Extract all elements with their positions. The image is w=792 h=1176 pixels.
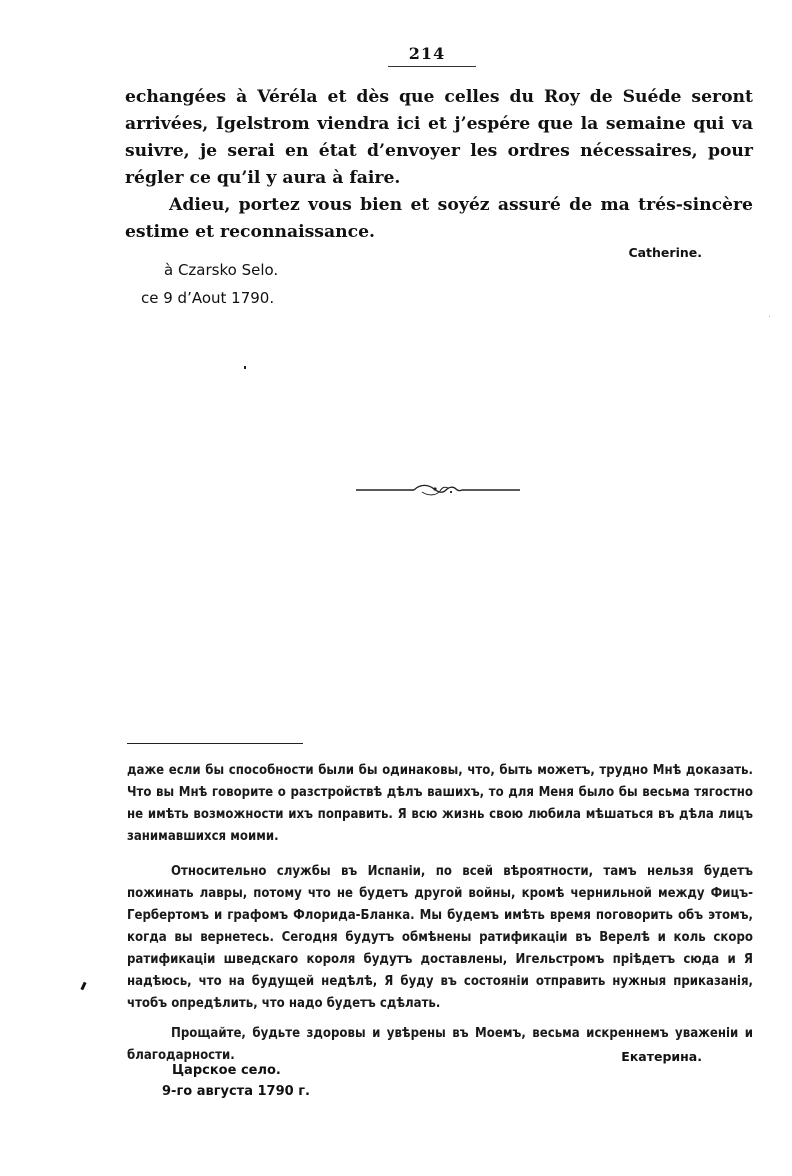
french-paragraph-2: Adieu, portez vous bien et soyéz assuré de ma trés-sincère estime et reconnaissance. [125,195,753,242]
russian-paragraph-2: Относительно службы въ Испаніи, по всей вѣроятности, тамъ нельзя будетъ пожинать лавры, потому что не будетъ другой войны, кромѣ чернильной между Фицъ-Гербертомъ и графомъ Флорида-Бланка. Мы будемъ имѣть время поговорить объ этомъ, когда вы вернетесь. Сегодня будутъ обмѣнены ратификаціи въ Верелѣ и коль скоро ратификаціи шведскаго короля будутъ доставлены, Игельстромъ пріѣдетъ сюда и Я надѣюсь, что на будущей недѣлѣ, Я буду въ состояніи отправить нужныя приказанія, чтобъ опредѣлить, что надо будетъ сдѣлать. [127,864,753,1011]
section-ornament [356,480,520,500]
russian-paragraph-3: Прощайте, будьте здоровы и увѣрены въ Моемъ, весьма искреннемъ уваженіи и благодарности. [127,1026,753,1063]
russian-paragraph-1: даже если бы способности были бы одинаковы, что, быть можетъ, трудно Мнѣ доказать. Что вы Мнѣ говорите о разстройствѣ дѣлъ вашихъ, то для Меня было бы весьма тягостно не имѣть возможности ихъ поправить. Я всю жизнь свою любила мѣшаться въ дѣла лицъ занимавшихся моими. [127,763,753,844]
russian-signature: Екатерина. [621,1049,702,1064]
print-speck [769,316,770,317]
french-signature: Catherine. [628,245,702,260]
russian-date: 9-го августа 1790 г. [162,1084,310,1099]
french-place: à Czarsko Selo. [164,261,279,279]
page-number: 214 [408,44,446,63]
russian-translation-text [127,760,753,1067]
page-number-rule [388,66,476,67]
print-speck [244,366,246,369]
margin-mark [80,982,86,991]
russian-place: Царское село. [172,1063,281,1078]
footnote-rule [127,743,303,744]
french-date: ce 9 d’Aout 1790. [141,289,275,307]
french-paragraph-1: echangées à Véréla et dès que celles du Roy de Suéde seront arrivées, Igelstrom viendra ici et j’espére que la semaine qui va suivre, je serai en état d’envoyer les ordres nécessaires, pour régler ce qu’il y aura à faire. [125,87,753,188]
french-letter-text [125,84,753,246]
